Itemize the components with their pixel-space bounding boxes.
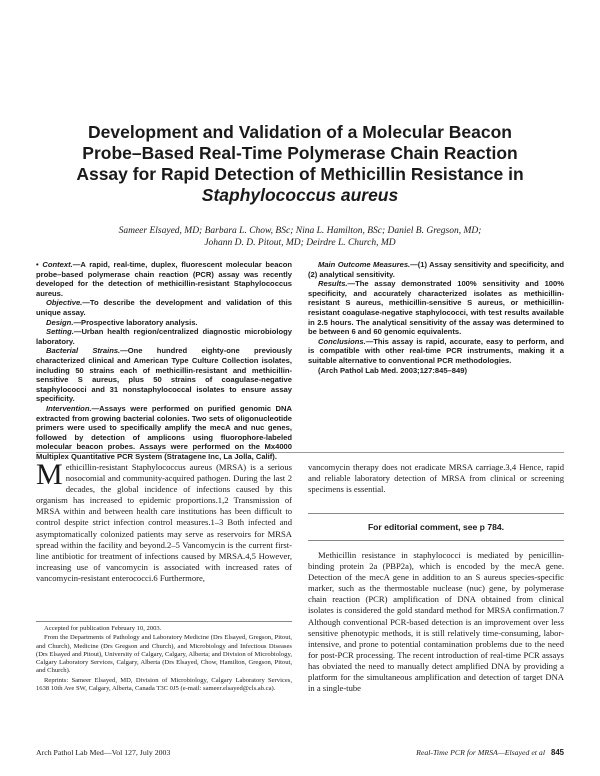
methicillin-paragraph: Methicillin resistance in staphylococci is mediated by penicillin-binding protein 2a (PBP2a), which is encoded by the mecA gene. Detection of the mecA gene in addition to an S aureus species-specific marker, such as the thermostable nuclease (nuc) gene, by polymerase chain reaction (PCR) amplification of DNA obtained from clinical isolates is considered the gold standard method for MRSA confirmation.7 Although conventional PCR-based detection is an improvement over less sensitive phenotypic methods, it is still relatively time-consuming, labor-intensive, and prone to potential contamination problems due to the need for post-PCR processing. The recent introduction of real-time PCR assays has obviated the need to manually detect amplified DNA by providing a platform for the simultaneous amplification and detection of target DNA in a single-tube <box>308 550 564 694</box>
abstract-conclusions <box>308 337 564 366</box>
running-title: Real-Time PCR for MRSA—Elsayed et al <box>416 748 545 757</box>
title-line-4: Staphylococcus aureus <box>201 185 399 205</box>
objective-label: Objective. <box>46 298 83 308</box>
body-left-column <box>36 458 292 584</box>
abstract-right-column <box>308 260 564 375</box>
setting-text: —Urban health region/centralized diagnostic microbiology laboratory. <box>36 327 292 346</box>
intervention-label: Intervention. <box>46 403 92 413</box>
title-line-1: Development and Validation of a Molecular Beacon <box>88 122 512 142</box>
context-label: Context. <box>42 260 73 269</box>
editorial-comment-box: For editorial comment, see p 784. <box>308 513 564 541</box>
conclusions-label: Conclusions. <box>318 336 366 346</box>
title-line-2: Probe–Based Real-Time Polymerase Chain Reaction <box>82 143 518 163</box>
footnote-accepted: Accepted for publication February 10, 2003. <box>44 625 162 632</box>
outcome-text: —(1) Assay sensitivity and specificity, and (2) analytical sensitivity. <box>308 260 564 279</box>
continued-paragraph: vancomycin therapy does not eradicate MRSA carriage.3,4 Hence, rapid and reliable laboratory detection of MRSA from clinical or screening specimens is essential. <box>308 462 564 495</box>
abstract-setting <box>36 327 292 346</box>
intro-text: ethicillin-resistant Staphylococcus aureus (MRSA) is a serious nosocomial and community-acquired pathogen. During the last 2 decades, the global incidence of infections caused by this organism has increased to epidemic proportions.1,2 Transmission of MRSA within and between health care institutions has been difficult to control despite strict infection control measures.1–3 Both infected and asymptomatically colonized patients may serve as reservoirs for MRSA spread within the facility and beyond.2–5 Vancomycin is the current first-line antibiotic for treatment of infections caused by MRSA.4,5 However, increasing use of vancomycin is associated with increased rates of vancomycin-resistant enterococci.6 Furthermore, <box>36 462 292 583</box>
footnote-affiliations: From the Departments of Pathology and Laboratory Medicine (Drs Elsayed, Gregson, Pitout, and Church), Medicine (Drs Gregson and Church), and Microbiology and Infectious Diseases (Drs Elsayed and Pitout), University of Calgary, Calgary, Alberta; and Division of Microbiology, Calgary Laboratory Services, Calgary, Alberta (Drs Elsayed, Chow, Hamilton, Gregson, Pitout, and Church). <box>36 634 292 675</box>
intervention-text: —Assays were performed on purified genomic DNA extracted from growing bacterial colonies. Two sets of oligonucleotide primers were used to specifically amplify the mecA and nuc genes, followed by detection of amplicons using fluorophore-labeled molecular beacon probes. Assays were performed on the Mx4000 Multiplex Quantitative PCR System (Stratagene Inc, La Jolla, Calif). <box>36 403 292 461</box>
title-line-3: Assay for Rapid Detection of Methicillin Resistance in <box>76 164 524 184</box>
design-label: Design. <box>46 317 74 327</box>
author-list <box>30 225 570 249</box>
intro-paragraph <box>36 458 292 584</box>
design-text: —Prospective laboratory analysis. <box>73 317 198 327</box>
abstract-divider <box>36 452 564 453</box>
abstract-objective <box>36 298 292 317</box>
authors-line-1: Sameer Elsayed, MD; Barbara L. Chow, BSc; Nina L. Hamilton, BSc; Daniel B. Gregson, MD; <box>118 226 482 236</box>
objective-text: —To describe the development and validation of this unique assay. <box>36 298 292 317</box>
strains-text: —One hundred eighty-one previously characterized clinical and American Type Culture Collection isolates, including 50 strains each of methicillin-resistant and methicillin-sensitive S aureus, plus 50 strains of coagulase-negative staphylococci and 31 nonstaphylococcal isolates to ensure assay specificity. <box>36 346 292 404</box>
abstract-strains <box>36 346 292 404</box>
strains-label: Bacterial Strains. <box>46 346 121 356</box>
setting-label: Setting. <box>46 327 74 337</box>
results-label: Results. <box>318 279 348 289</box>
body-right-column-top <box>308 462 564 495</box>
authors-line-2: Johann D. D. Pitout, MD; Deirdre L. Church, MD <box>204 238 396 248</box>
abstract-context <box>36 260 292 298</box>
body-right-column-bottom <box>308 550 564 694</box>
abstract-citation: (Arch Pathol Lab Med. 2003;127:845–849) <box>318 365 467 375</box>
results-text: —The assay demonstrated 100% sensitivity and 100% specificity, and accurately characterized isolates as methicillin-resistant S aureus, methicillin-sensitive S aureus, or methicillin-resistant coagulase-negative staphylococci, with test results available in 2.5 hours. The analytical sensitivity of the assay was determined to be between 6 and 60 genomic equivalents. <box>308 279 564 337</box>
conclusions-text: —This assay is rapid, accurate, easy to perform, and is compatible with other real-time PCR instruments, making it a suitable alternative to conventional PCR methodologies. <box>308 336 564 365</box>
bullet-icon: • <box>36 260 39 269</box>
abstract-left-column <box>36 260 292 461</box>
footer-right <box>416 748 564 758</box>
article-title <box>30 122 570 206</box>
abstract-design <box>36 318 292 328</box>
drop-cap: M <box>36 458 63 491</box>
outcome-label: Main Outcome Measures. <box>318 260 411 269</box>
context-text: —A rapid, real-time, duplex, fluorescent molecular beacon probe–based polymerase chain reaction (PCR) assay was recently developed for the detection of methicillin-resistant Staphylococcus aureus. <box>36 260 292 298</box>
page-number: 845 <box>550 748 564 757</box>
footnote-reprints: Reprints: Sameer Elsayed, MD, Division of Microbiology, Calgary Laboratory Services, 1638 10th Ave SW, Calgary, Alberta, Canada T3C 0J5 (e-mail: sameer.elsayed@cls.ab.ca). <box>36 676 292 693</box>
footnotes <box>36 621 292 694</box>
footer-journal: Arch Pathol Lab Med—Vol 127, July 2003 <box>36 748 171 757</box>
abstract-results <box>308 279 564 337</box>
abstract-outcome <box>308 260 564 279</box>
